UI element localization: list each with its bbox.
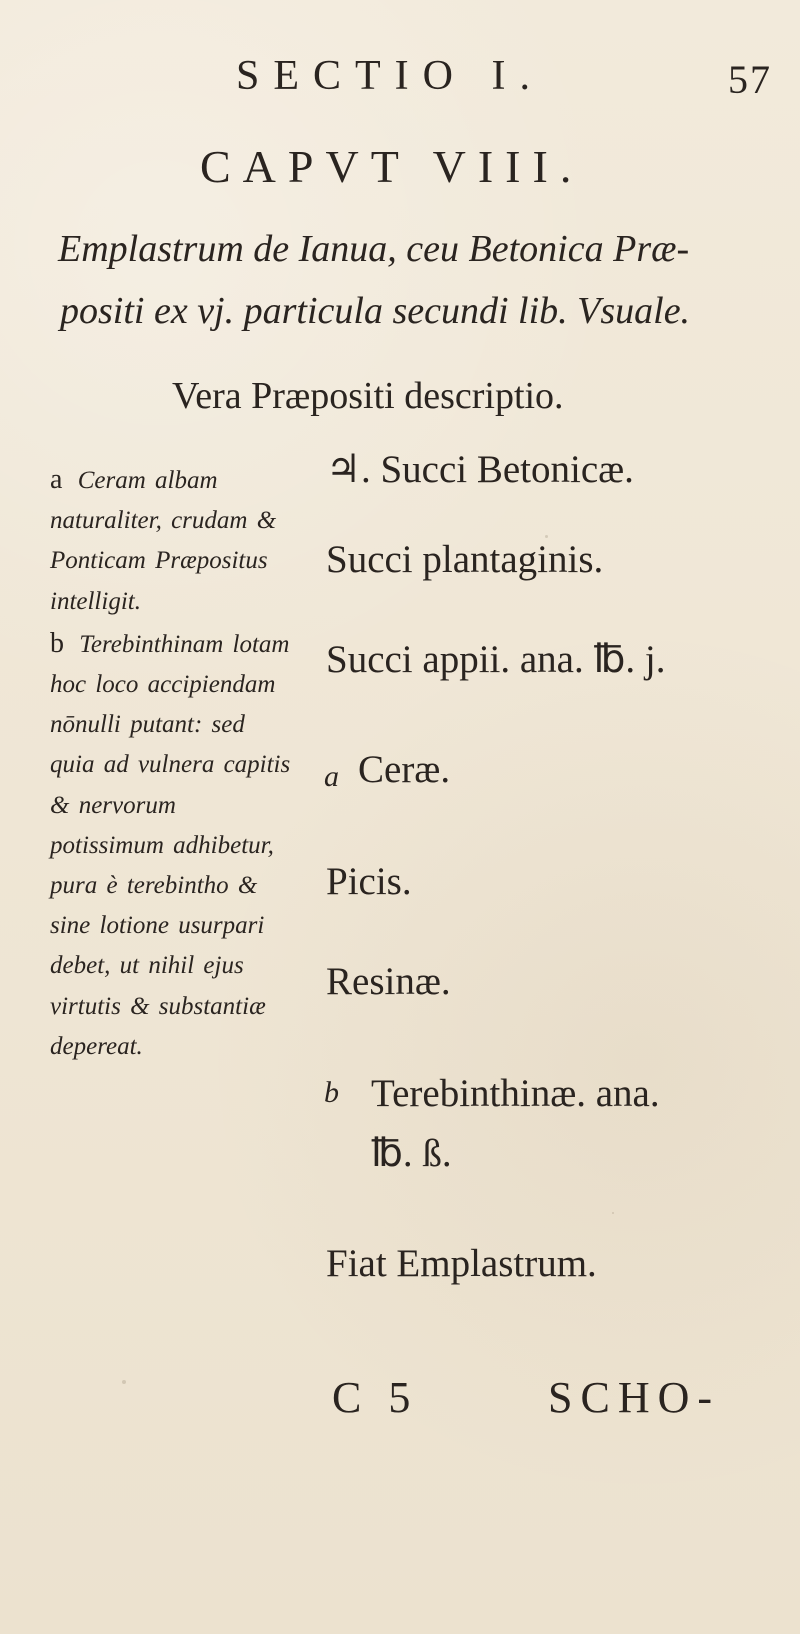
note-a-marker: a [50,464,63,495]
paper-speck-2 [612,1212,614,1214]
note-a-text: Ceram albam naturaliter, crudam & Ponticam Præpositus intelligit. [50,467,277,615]
recipe-row-3: Succi appii. ana. ℔. j. [326,638,666,681]
chapter-title: CAPVT VIII. [200,141,584,192]
catchword: SCHO- [548,1373,721,1422]
recipe-row-1: ♃. Succi Betonicæ. [326,448,634,491]
note-b [50,624,295,1067]
marginal-notes [50,460,295,1069]
note-b-text: Terebinthinam lotam hoc loco accipiendam nōnulli putant: sed quia ad vulnera capitis & nervorum potissimum adhibetur, pura è terebintho & sine lotione usurpari debet, ut nihil ejus virtutis & substantiæ depereat. [50,630,291,1060]
recipe-row-9: Fiat Emplastrum. [326,1242,597,1285]
paper-speck-1 [545,535,548,538]
note-a [50,460,295,622]
recipe-row-4: Ceræ. [358,748,451,791]
paper-speck-3 [122,1380,126,1384]
recipe-row-5: Picis. [326,860,412,903]
section-title-line-1: Emplastrum de Ianua, ceu Betonica Præ- [58,228,690,270]
running-head: SECTIO I. [236,53,544,99]
recipe-row-7: Terebinthinæ. ana. [371,1072,660,1115]
recipe-row-6: Resinæ. [326,960,451,1003]
recipe-row-8: ℔. ß. [371,1132,452,1175]
note-b-marker: b [50,627,64,659]
subtitle: Vera Præpositi descriptio. [172,375,564,417]
section-title-line-2: positi ex vj. particula secundi lib. Vsuale. [60,290,691,332]
signature-mark: C 5 [332,1373,419,1422]
recipe-row-4-marker: a [324,760,339,793]
recipe-row-7-marker: b [324,1076,339,1109]
recipe-row-2: Succi plantaginis. [326,538,604,581]
page-number: 57 [728,57,772,102]
